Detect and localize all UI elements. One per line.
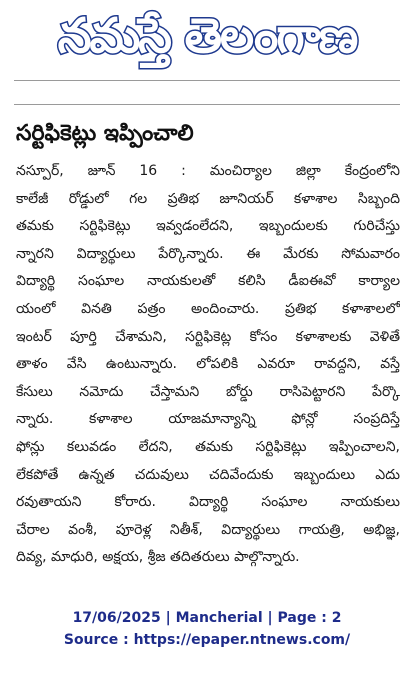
article-line: చేరాల వంశీ, పూరెళ్ల నితీశ్, విద్యార్థులు గాయత్రి, అభిజ్ఞ,	[16, 521, 400, 538]
article-line: తాళం వేసి ఉంటున్నారు. లోపలికి ఎవరూ రావద్దని, వస్తే	[16, 356, 400, 373]
newspaper-logo: నమస్తే తెలంగాణ	[57, 8, 357, 64]
article-line: న్నారు. కళాశాల యాజమాన్యాన్ని ఫోన్లో సంప్రదిస్తే	[16, 411, 400, 428]
article-line: లేకపోతే ఉన్నత చదువులు చదివేందుకు ఇబ్బందులు ఎదు	[16, 466, 400, 483]
article-line: కేసులు నమోదు చేస్తామని బోర్డు రాసిపెట్టారని పేర్కొ	[16, 383, 400, 400]
article-line: దివ్య, మాధురి, అక్షయ, శ్రీజ తదితరులు పాల్గొన్నారు.	[16, 549, 300, 566]
source-link[interactable]: Source : https://epaper.ntnews.com/	[63, 632, 351, 648]
article-line: న్నారని విద్యార్థులు పేర్కొన్నారు. ఈ మేరకు సోమవారం	[16, 245, 400, 262]
masthead	[8, 4, 406, 68]
article-headline: సర్టిఫికెట్లు ఇప్పించాలి	[16, 121, 194, 146]
article-line: ఫోన్లు కలువడం లేదని, తమకు సర్టిఫికెట్లు ఇప్పించాలని,	[16, 438, 400, 455]
article-body	[16, 158, 400, 572]
article-line: కాలేజీ రోడ్డులో గల ప్రతిభ జూనియర్ కళాశాల సిబ్బంది	[16, 190, 400, 207]
article-line: యంలో వినతి పత్రం అందించారు. ప్రతిభ కళాశాలలో	[16, 300, 400, 317]
article-line: తమకు సర్టిఫికెట్లు ఇవ్వడంలేదని, ఇబ్బందులకు గురిచేస్తు	[16, 218, 400, 235]
edition-info: 17/06/2025 | Mancherial | Page : 2	[72, 610, 342, 626]
article-line: రవుతాయని కోరారు. విద్యార్థి సంఘాల నాయకులు	[16, 494, 400, 511]
top-divider	[14, 80, 400, 81]
article-line: ఇంటర్ పూర్తి చేశామని, సర్టిఫికెట్ల కోసం కళాశాలకు వెళితే	[16, 328, 400, 345]
article-line: నస్పూర్, జూన్ 16 : మంచిర్యాల జిల్లా కేంద్రంలోని	[16, 163, 400, 179]
article-line: విద్యార్థి సంఘాల నాయకులతో కలిసి డీఐఈవో కార్యాల	[16, 273, 400, 290]
headline-divider	[14, 104, 400, 105]
